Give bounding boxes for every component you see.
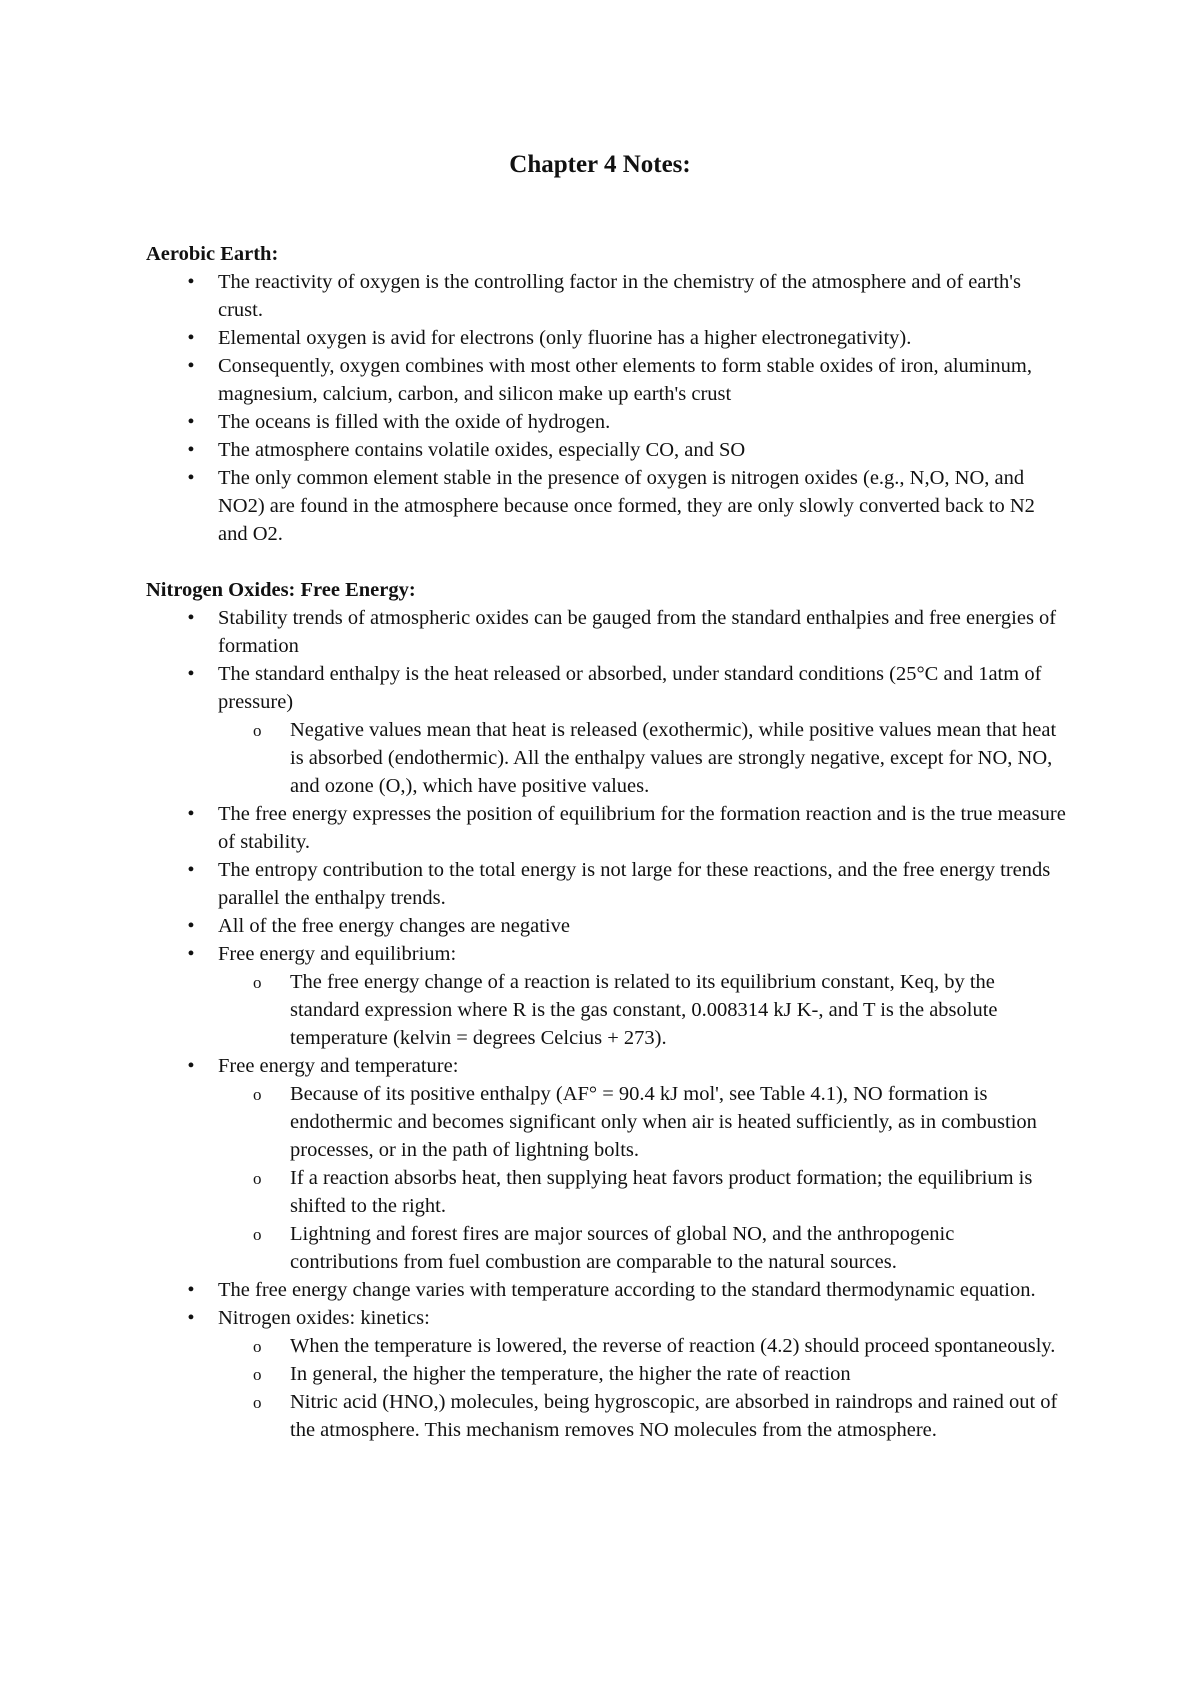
bullet-text: The atmosphere contains volatile oxides, especially CO, and SO xyxy=(218,439,746,461)
bullet-item xyxy=(146,940,1066,1052)
bullet-text: The standard enthalpy is the heat released or absorbed, under standard conditions (25°C and 1atm of pressure) xyxy=(218,663,1042,713)
bullet-text: Elemental oxygen is avid for electrons (only fluorine has a higher electronegativity). xyxy=(218,327,912,349)
sub-bullet-list xyxy=(218,1080,1066,1276)
bullet-icon: • xyxy=(187,803,195,825)
sub-bullet-text: Nitric acid (HNO,) molecules, being hygroscopic, are absorbed in raindrops and rained out of the atmosphere. This mechanism removes NO molecules from the atmosphere. xyxy=(290,1391,1058,1441)
document-body xyxy=(146,240,1066,1444)
sub-bullet-item xyxy=(218,1080,1066,1164)
bullet-item xyxy=(146,408,1066,436)
bullet-list xyxy=(146,268,1066,548)
bullet-text: The reactivity of oxygen is the controlling factor in the chemistry of the atmosphere and of earth's crust. xyxy=(218,271,1021,321)
bullet-icon: • xyxy=(187,915,195,937)
bullet-icon: • xyxy=(187,439,195,461)
sub-bullet-item xyxy=(218,1332,1066,1360)
bullet-icon: • xyxy=(187,467,195,489)
bullet-icon: • xyxy=(187,1279,195,1301)
bullet-icon: • xyxy=(187,327,195,349)
bullet-item xyxy=(146,1052,1066,1276)
sub-bullet-list xyxy=(218,968,1066,1052)
bullet-icon: • xyxy=(187,943,195,965)
bullet-text: Nitrogen oxides: kinetics: xyxy=(218,1307,430,1329)
sub-bullet-item xyxy=(218,716,1066,800)
bullet-icon: • xyxy=(187,1307,195,1329)
sub-bullet-list xyxy=(218,716,1066,800)
sub-bullet-text: Negative values mean that heat is released (exothermic), while positive values mean that heat is absorbed (endothermic). All the enthalpy values are strongly negative, except for NO, NO, and ozone (O,), which have positive values. xyxy=(290,719,1057,797)
bullet-item xyxy=(146,464,1066,548)
bullet-item xyxy=(146,352,1066,408)
bullet-text: Free energy and temperature: xyxy=(218,1055,459,1077)
sub-bullet-icon: o xyxy=(253,973,262,992)
section-spacer xyxy=(146,548,1066,576)
sub-bullet-text: In general, the higher the temperature, the higher the rate of reaction xyxy=(290,1363,851,1385)
bullet-icon: • xyxy=(187,1055,195,1077)
sub-bullet-icon: o xyxy=(253,721,262,740)
bullet-item xyxy=(146,856,1066,912)
bullet-text: The free energy expresses the position of equilibrium for the formation reaction and is the true measure of stability. xyxy=(218,803,1066,853)
sub-bullet-list xyxy=(218,1332,1066,1444)
sub-bullet-icon: o xyxy=(253,1169,262,1188)
bullet-item xyxy=(146,800,1066,856)
bullet-icon: • xyxy=(187,271,195,293)
bullet-item xyxy=(146,268,1066,324)
section-heading: Aerobic Earth: xyxy=(146,243,279,265)
bullet-item xyxy=(146,436,1066,464)
sub-bullet-item xyxy=(218,1388,1066,1444)
bullet-text: The only common element stable in the presence of oxygen is nitrogen oxides (e.g., N,O, NO, and NO2) are found in the atmosphere because once formed, they are only slowly converted back to N2 and O2. xyxy=(218,467,1035,545)
sub-bullet-item xyxy=(218,1220,1066,1276)
sub-bullet-icon: o xyxy=(253,1225,262,1244)
bullet-text: Stability trends of atmospheric oxides can be gauged from the standard enthalpies and free energies of formation xyxy=(218,607,1057,657)
sub-bullet-item xyxy=(218,968,1066,1052)
bullet-icon: • xyxy=(187,663,195,685)
sub-bullet-text: The free energy change of a reaction is related to its equilibrium constant, Keq, by the standard expression where R is the gas constant, 0.008314 kJ K-, and T is the absolute temperature (kelvin = degrees Celcius + 273). xyxy=(290,971,998,1049)
bullet-item xyxy=(146,660,1066,800)
bullet-item xyxy=(146,604,1066,660)
bullet-text: Free energy and equilibrium: xyxy=(218,943,457,965)
section-heading: Nitrogen Oxides: Free Energy: xyxy=(146,579,416,601)
bullet-icon: • xyxy=(187,355,195,377)
page-title: Chapter 4 Notes: xyxy=(509,151,691,178)
sub-bullet-text: Lightning and forest fires are major sources of global NO, and the anthropogenic contributions from fuel combustion are comparable to the natural sources. xyxy=(290,1223,955,1273)
sub-bullet-icon: o xyxy=(253,1085,262,1104)
bullet-icon: • xyxy=(187,411,195,433)
bullet-text: The free energy change varies with temperature according to the standard thermodynamic equation. xyxy=(218,1279,1036,1301)
bullet-list xyxy=(146,604,1066,1444)
sub-bullet-text: If a reaction absorbs heat, then supplying heat favors product formation; the equilibrium is shifted to the right. xyxy=(290,1167,1033,1217)
bullet-item xyxy=(146,324,1066,352)
bullet-text: All of the free energy changes are negative xyxy=(218,915,570,937)
bullet-item xyxy=(146,912,1066,940)
sub-bullet-icon: o xyxy=(253,1365,262,1384)
sub-bullet-text: When the temperature is lowered, the reverse of reaction (4.2) should proceed spontaneously. xyxy=(290,1335,1056,1357)
bullet-item xyxy=(146,1304,1066,1444)
sub-bullet-icon: o xyxy=(253,1337,262,1356)
sub-bullet-icon: o xyxy=(253,1393,262,1412)
bullet-icon: • xyxy=(187,607,195,629)
bullet-text: Consequently, oxygen combines with most other elements to form stable oxides of iron, aluminum, magnesium, calcium, carbon, and silicon make up earth's crust xyxy=(218,355,1032,405)
bullet-text: The entropy contribution to the total energy is not large for these reactions, and the free energy trends parallel the enthalpy trends. xyxy=(218,859,1051,909)
bullet-icon: • xyxy=(187,859,195,881)
bullet-item xyxy=(146,1276,1066,1304)
sub-bullet-item xyxy=(218,1360,1066,1388)
sub-bullet-item xyxy=(218,1164,1066,1220)
bullet-text: The oceans is filled with the oxide of hydrogen. xyxy=(218,411,611,433)
sub-bullet-text: Because of its positive enthalpy (AF° = 90.4 kJ mol', see Table 4.1), NO formation is endothermic and becomes significant only when air is heated sufficiently, as in combustion processes, or in the path of lightning bolts. xyxy=(290,1083,1037,1161)
